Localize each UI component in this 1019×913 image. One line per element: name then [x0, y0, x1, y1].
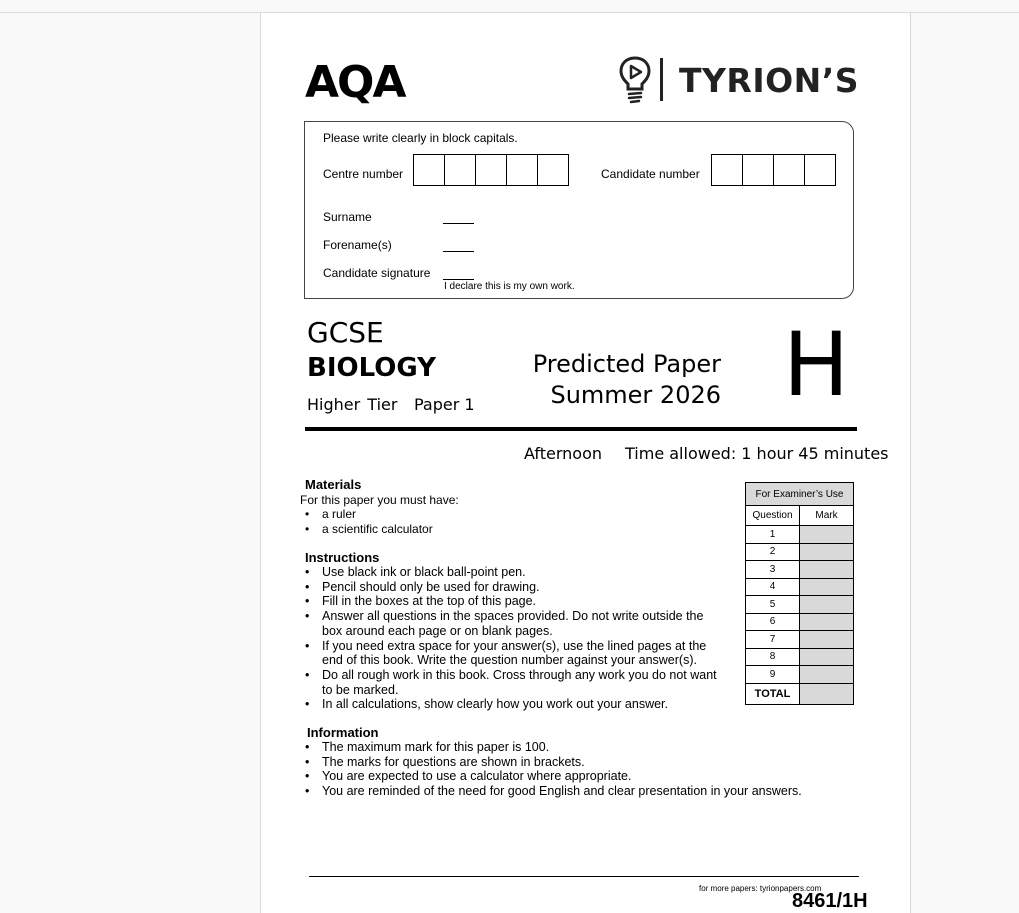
more-papers-link[interactable]: for more papers: tyrionpapers.com — [699, 884, 822, 893]
own-work-declaration: I declare this is my own work. — [444, 281, 575, 292]
mark-cell[interactable] — [800, 526, 854, 544]
question-number: 3 — [746, 561, 800, 579]
total-mark-cell[interactable] — [800, 683, 854, 704]
table-row — [746, 666, 854, 684]
subject-title: BIOLOGY — [307, 353, 436, 383]
session-label: Afternoon — [524, 444, 602, 463]
question-number: 7 — [746, 631, 800, 649]
table-row — [746, 596, 854, 614]
centre-digit-box[interactable] — [537, 154, 569, 186]
aqa-logo: AQA — [305, 57, 405, 108]
table-row — [746, 526, 854, 544]
materials-list — [304, 507, 604, 536]
title-rule — [305, 427, 857, 431]
list-item: • a scientific calculator — [304, 522, 604, 537]
qualification-title: GCSE — [307, 316, 384, 349]
question-number: 5 — [746, 596, 800, 614]
information-list — [304, 740, 864, 799]
question-column-header: Question — [746, 506, 800, 526]
candidate-digit-box[interactable] — [711, 154, 743, 186]
tyrions-logo-text: TYRION’S — [679, 61, 860, 100]
centre-number-boxes[interactable] — [414, 154, 569, 186]
centre-digit-box[interactable] — [475, 154, 507, 186]
season-line: Summer 2026 — [550, 381, 721, 409]
candidate-digit-box[interactable] — [773, 154, 805, 186]
question-number: 9 — [746, 666, 800, 684]
mark-cell[interactable] — [800, 543, 854, 561]
centre-digit-box[interactable] — [506, 154, 538, 186]
list-item: • You are expected to use a calculator where appropriate. — [304, 769, 864, 784]
paper-code: 8461/1H — [792, 890, 868, 912]
paper-label: Paper 1 — [414, 395, 475, 414]
predicted-paper-title — [501, 349, 721, 411]
forename-field[interactable] — [443, 239, 474, 252]
question-number: 6 — [746, 613, 800, 631]
list-item: • The marks for questions are shown in brackets. — [304, 755, 864, 770]
question-number: 2 — [746, 543, 800, 561]
total-label: TOTAL — [746, 683, 800, 704]
surname-field[interactable] — [443, 211, 474, 224]
question-number: 8 — [746, 648, 800, 666]
mark-cell[interactable] — [800, 613, 854, 631]
question-number: 4 — [746, 578, 800, 596]
mark-cell[interactable] — [800, 666, 854, 684]
forename-label: Forename(s) — [323, 238, 392, 252]
predicted-paper-line: Predicted Paper — [532, 350, 721, 378]
list-item: • Pencil should only be used for drawing. — [304, 580, 726, 595]
list-item: • Do all rough work in this book. Cross through any work you do not want to be marked. — [304, 668, 726, 697]
mark-cell[interactable] — [800, 648, 854, 666]
list-item: • The maximum mark for this paper is 100. — [304, 740, 864, 755]
block-capitals-instruction: Please write clearly in block capitals. — [323, 131, 518, 145]
table-row — [746, 648, 854, 666]
list-item: • Answer all questions in the spaces provided. Do not write outside the box around each page or on blank pages. — [304, 609, 726, 638]
information-heading: Information — [307, 725, 379, 740]
table-row — [746, 543, 854, 561]
examiner-use-table — [745, 482, 854, 705]
signature-label: Candidate signature — [323, 266, 431, 280]
centre-number-label: Centre number — [323, 167, 404, 181]
candidate-digit-box[interactable] — [742, 154, 774, 186]
list-item: • You are reminded of the need for good English and clear presentation in your answers. — [304, 784, 864, 799]
list-item: • a ruler — [304, 507, 604, 522]
centre-digit-box[interactable] — [444, 154, 476, 186]
candidate-number-boxes[interactable] — [712, 154, 836, 186]
materials-intro: For this paper you must have: — [300, 493, 459, 507]
candidate-digit-box[interactable] — [804, 154, 836, 186]
tier-letter: H — [783, 313, 850, 416]
table-row — [746, 561, 854, 579]
surname-label: Surname — [323, 210, 372, 224]
table-row — [746, 631, 854, 649]
question-number: 1 — [746, 526, 800, 544]
footer-rule — [309, 876, 859, 877]
table-row — [746, 613, 854, 631]
materials-heading: Materials — [305, 477, 362, 492]
examiner-use-title: For Examiner’s Use — [746, 483, 854, 506]
mark-cell[interactable] — [800, 631, 854, 649]
instructions-list — [304, 565, 726, 712]
mark-cell[interactable] — [800, 596, 854, 614]
mark-cell[interactable] — [800, 578, 854, 596]
instructions-heading: Instructions — [305, 550, 380, 565]
centre-digit-box[interactable] — [413, 154, 445, 186]
mark-cell[interactable] — [800, 561, 854, 579]
exam-page — [260, 13, 911, 913]
tier-label: Higher Tier — [307, 395, 398, 414]
list-item: • Fill in the boxes at the top of this page. — [304, 594, 726, 609]
lightbulb-play-icon — [618, 55, 652, 105]
mark-column-header: Mark — [800, 506, 854, 526]
time-allowed: Time allowed: 1 hour 45 minutes — [625, 444, 889, 463]
table-row — [746, 578, 854, 596]
list-item: • In all calculations, show clearly how you work out your answer. — [304, 697, 726, 712]
candidate-details-box — [304, 121, 854, 299]
list-item: • Use black ink or black ball-point pen. — [304, 565, 726, 580]
signature-field[interactable] — [443, 267, 474, 280]
candidate-number-label: Candidate number — [601, 167, 700, 181]
table-row — [746, 683, 854, 704]
logo-divider — [660, 58, 663, 101]
list-item: • If you need extra space for your answer(s), use the lined pages at the end of this book. Write the question number against your answer(s). — [304, 639, 726, 668]
